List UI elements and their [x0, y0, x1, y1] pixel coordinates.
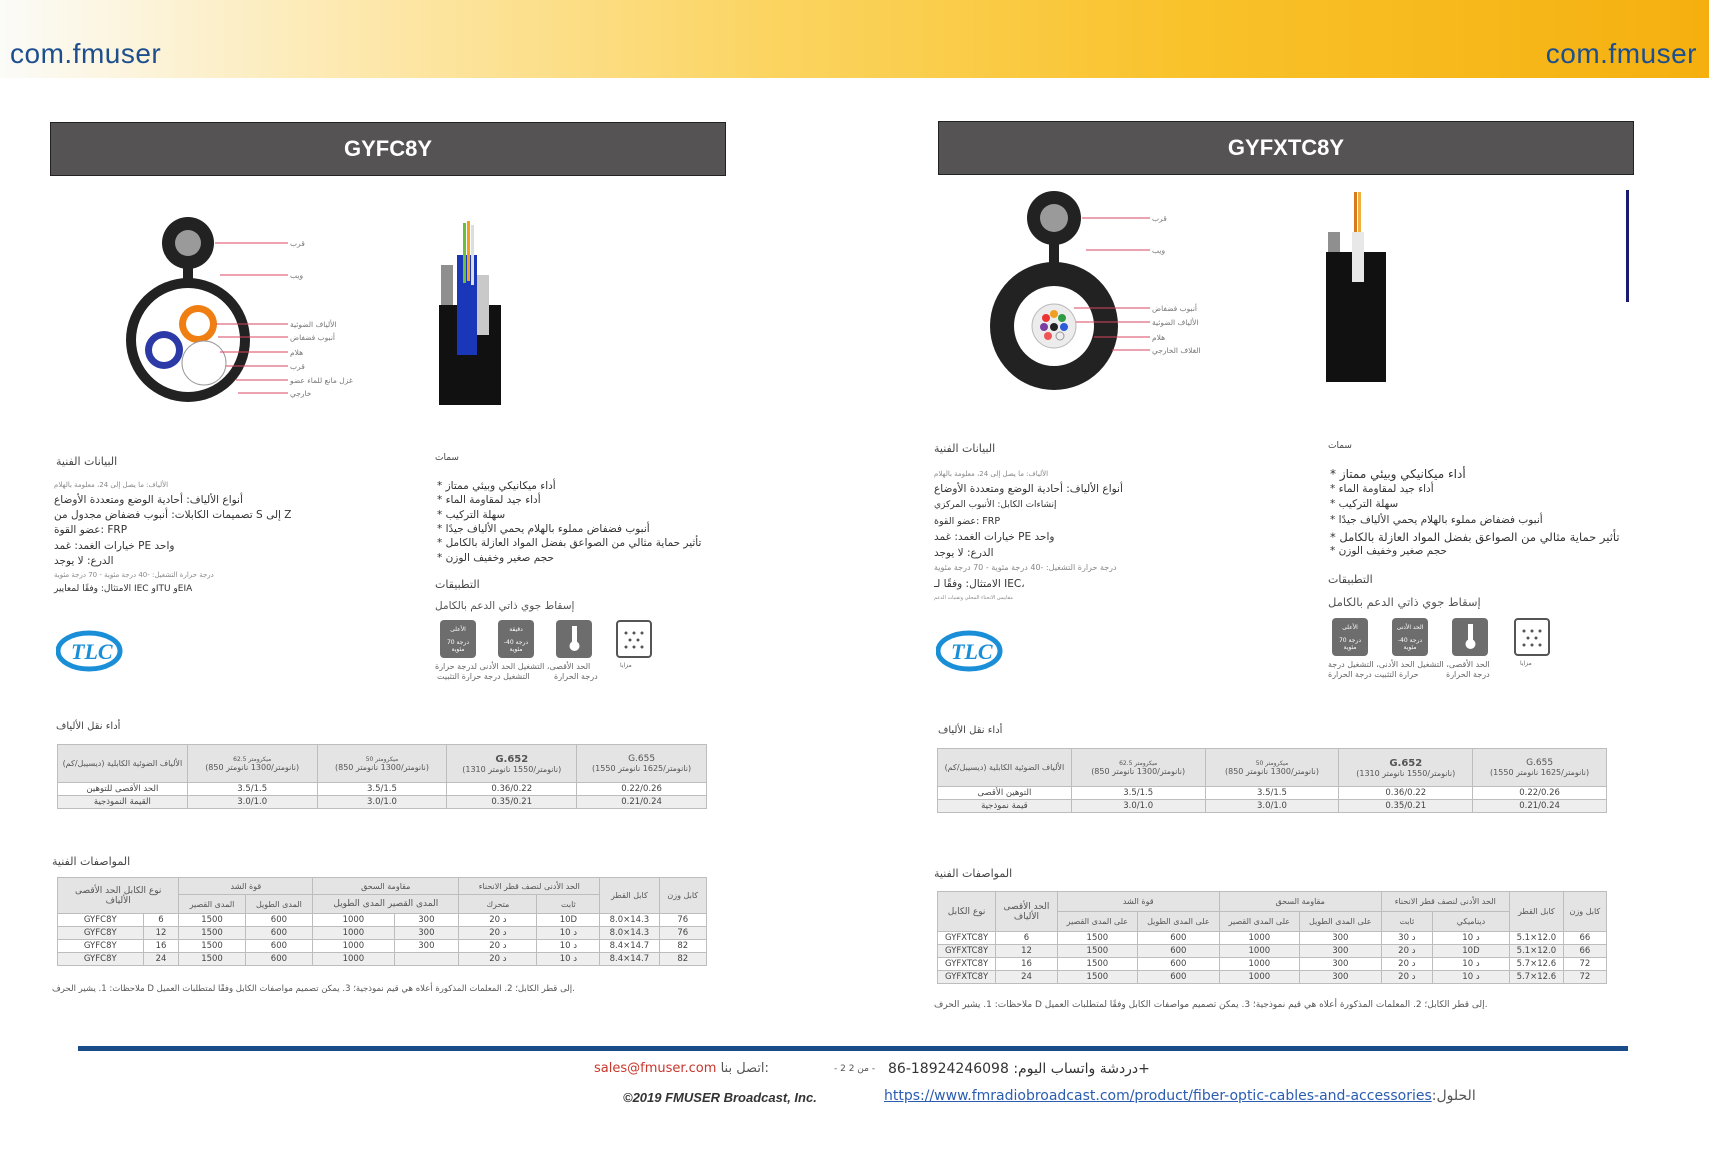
left-dots-icon — [616, 620, 652, 658]
right-callout-2: أنبوب فضفاض — [1152, 304, 1197, 313]
left-transmission-table: الألياف الضوئية الكابلية (ديسيبل/كم) 62.5 ميكرومتر (850 نانومتر/1300 نانومتر) 50 ميكرومتر (850 نانومتر/1300 نانومتر) G.652 (1310 نانومتر/1550 نانومتر) G.655 (1550 نانومتر/1625 نانومتر) الحد الأقصى للتوهين 3.5/1.5 3.5/1.5 0.36/0.22 0.22/0.26 القيمة النموذجية 3.0/1.0 3.0/1.0 0.35/0.21 0.21/0.24 — [57, 744, 707, 809]
left-app-icon-min-temp: دقيقة -40 درجة مئوية — [498, 620, 534, 658]
table-row: GYFXTC8Y 6 1500 600 1000 300 30 د 10 د 5.1×12.0 66 — [938, 932, 1607, 945]
left-feature-2: * سهلة التركيب — [437, 509, 506, 521]
left-tech-line-0: أنواع الألياف: أحادية الوضع ومتعددة الأوضاع — [54, 494, 243, 506]
svg-text:TLC: TLC — [951, 639, 993, 664]
right-tech-line-5: درجة حرارة التشغيل: -40 درجة مئوية - 70 درجة مئوية — [934, 563, 1117, 572]
right-dots-icon — [1514, 618, 1550, 656]
right-tech-line-7: مقاييس الانحناء المحلي وتقنيات الدعم — [934, 595, 1013, 601]
left-apps-sub: إسقاط جوي ذاتي الدعم بالكامل — [435, 600, 575, 612]
table-row: الحد الأقصى للتوهين 3.5/1.5 3.5/1.5 0.36/0.22 0.22/0.26 — [58, 783, 707, 796]
right-tech-line-2: عضو القوة: FRP — [934, 516, 1001, 527]
table-row: القيمة النموذجية 3.0/1.0 3.0/1.0 0.35/0.21 0.21/0.24 — [58, 796, 707, 809]
table-row: GYFXTC8Y 24 1500 600 1000 300 20 د 10 د 5.7×12.6 72 — [938, 971, 1607, 984]
left-app-label-3: مزايا — [620, 662, 632, 669]
left-cable-photo — [435, 215, 505, 410]
left-app-label-2: درجة الحرارة — [554, 672, 598, 681]
right-thermometer-icon — [1452, 618, 1488, 656]
right-feature-3: * أنبوب فضفاض مملوء بالهلام يحمي الألياف جيدًا — [1330, 514, 1543, 526]
right-transmission-title: أداء نقل الألياف — [938, 725, 1003, 736]
footer-whatsapp: دردشة واتساب اليوم: 18924246098-86+ — [888, 1061, 1150, 1077]
brand-right: com.fmuser — [1545, 38, 1697, 69]
right-feature-0: * أداء ميكانيكي وبيئي ممتاز — [1330, 467, 1466, 481]
left-tech-line-4: الدرع: لا يوجد — [54, 555, 114, 567]
left-features-title: سمات — [435, 453, 459, 463]
right-tlc-logo — [936, 628, 1006, 674]
right-app-label-2: درجة الحرارة — [1446, 670, 1490, 679]
right-title-bar: GYFXTC8Y — [938, 121, 1634, 175]
left-tlc-logo — [56, 628, 126, 674]
right-apps-sub: إسقاط جوي ذاتي الدعم بالكامل — [1328, 595, 1481, 609]
left-app-label-0: الحد الأقصى، التشغيل الحد الأدنى لدرجة حرارة — [435, 662, 591, 671]
left-callout-2: الألياف الضوئية — [290, 320, 337, 329]
brand-left: com.fmuser — [10, 38, 162, 69]
left-thermometer-icon — [556, 620, 592, 658]
right-feature-1: * أداء جيد لمقاومة الماء — [1330, 483, 1434, 495]
right-cross-section-diagram — [990, 190, 1220, 395]
left-callout-0: قرب — [290, 239, 305, 248]
right-cable-photo — [1324, 192, 1390, 392]
right-apps-title: التطبيقات — [1328, 573, 1373, 586]
right-tech-line-1: إنشاءات الكابل: الأنبوب المركزي — [934, 500, 1057, 510]
footer-copyright: ©2019 FMUSER Broadcast, Inc. — [623, 1090, 817, 1105]
right-tech-note: الألياف: ما يصل إلى 24، معلومة بالهلام — [934, 470, 1049, 478]
left-title-bar: GYFC8Y — [50, 122, 726, 176]
right-transmission-table: الألياف الضوئية الكابلية (ديسيبل/كم) 62.5 ميكرومتر (850 نانومتر/1300 نانومتر) 50 ميكرومتر (850 نانومتر/1300 نانومتر) G.652 (1310 نانومتر/1550 نانومتر) G.655 (1550 نانومتر/1625 نانومتر) التوهين الأقصى 3.5/1.5 3.5/1.5 0.36/0.22 0.22/0.26 قيمة نموذجية 3.0/1.0 3.0/1.0 0.35/0.21 0.21/0.24 — [937, 748, 1607, 813]
table-row: GYFXTC8Y 12 1500 600 1000 300 20 د 10D 5.1×12.0 66 — [938, 945, 1607, 958]
left-spec-title: المواصفات الفنية — [52, 855, 131, 868]
right-callout-4: هلام — [1152, 333, 1166, 342]
left-feature-4: * تأثير حماية مثالي من الصواعق بفضل المواد العازلة بالكامل — [437, 537, 702, 549]
left-spec-table: نوع الكابل الحد الأقصى الألياف قوة الشد مقاومة السحق الحد الأدنى لنصف قطر الانحناء كابل القطر كابل وزن المدى القصير المدى الطويل المدى القصير المدى الطويل متحرك ثابت GYFC8Y 6 1500 600 1000 300 20 د 10D 8.0×14.3 76 GYFC8Y 12 1500 600 1000 300 20 د 10 د 8.0×14.3 76 GYFC8Y 16 1500 600 1000 300 20 د 10 د 8.4×14.7 82 GYFC8Y 24 1500 600 1000 20 د 10 د 8.4×14.7 82 — [57, 877, 707, 966]
left-feature-3: * أنبوب فضفاض مملوء بالهلام يحمي الألياف جيدًا — [437, 523, 650, 535]
left-notes: ملاحظات: 1. يشير الحرف D إلى قطر الكابل؛ 2. المعلمات المذكورة أعلاه هي قيم نموذجية؛ 3. يمكن تصميم مواصفات الكابل وفقًا لمتطلبات العميل. — [52, 984, 575, 994]
left-callout-7: خارجي — [290, 389, 312, 398]
right-feature-4: * تأثير حماية مثالي من الصواعق بفضل المواد العازلة بالكامل — [1330, 530, 1620, 544]
right-tech-data-title: البيانات الفنية — [934, 442, 996, 455]
svg-text:TLC: TLC — [71, 639, 113, 664]
left-tech-line-2: عضو القوة: FRP — [54, 524, 128, 536]
right-tech-line-4: الدرع: لا يوجد — [934, 547, 994, 559]
footer-email[interactable]: sales@fmuser.com اتصل بنا: — [594, 1061, 769, 1076]
right-edge-marker — [1626, 190, 1629, 302]
footer-url-link[interactable]: https://www.fmradiobroadcast.com/product/fiber-optic-cables-and-accessories — [884, 1088, 1432, 1104]
left-tech-line-1: تصميمات الكابلات: أنبوب فضفاض مجدول من S إلى Z — [54, 509, 292, 521]
table-row: GYFC8Y 24 1500 600 1000 20 د 10 د 8.4×14.7 82 — [58, 953, 707, 966]
footer-rule — [78, 1046, 1628, 1051]
left-tech-line-3: خيارات الغمد: غمد PE واحد — [54, 540, 175, 552]
table-row: GYFC8Y 12 1500 600 1000 300 20 د 10 د 8.0×14.3 76 — [58, 927, 707, 940]
left-tech-data-title: البيانات الفنية — [56, 455, 118, 468]
right-feature-5: * حجم صغير وخفيف الوزن — [1330, 545, 1448, 557]
right-tech-line-6: الامتثال: وفقًا لـ IEC، — [934, 578, 1025, 590]
footer-page-number: - 2 من 2 - — [834, 1064, 876, 1074]
right-callout-5: الغلاف الخارجي — [1152, 346, 1201, 355]
left-cross-section-diagram — [120, 215, 360, 415]
left-feature-1: * أداء جيد لمقاومة الماء — [437, 494, 541, 506]
right-callout-0: قرب — [1152, 214, 1167, 223]
table-row: قيمة نموذجية 3.0/1.0 3.0/1.0 0.35/0.21 0.21/0.24 — [938, 800, 1607, 813]
footer-url[interactable]: https://www.fmradiobroadcast.com/product/fiber-optic-cables-and-accessories:الحلول — [884, 1088, 1476, 1104]
left-callout-6: غزل مانع للماء عضو — [290, 376, 353, 385]
left-apps-title: التطبيقات — [435, 578, 480, 591]
right-callout-1: ويب — [1152, 246, 1166, 255]
left-callout-5: قرب — [290, 362, 305, 371]
table-row: التوهين الأقصى 3.5/1.5 3.5/1.5 0.36/0.22 0.22/0.26 — [938, 787, 1607, 800]
right-app-label-0: الحد الأقصى، التشغيل الحد الأدنى، التشغيل درجة — [1328, 660, 1490, 669]
left-callout-1: ويب — [290, 271, 304, 280]
right-notes: ملاحظات: 1. يشير الحرف D إلى قطر الكابل؛ 2. المعلمات المذكورة أعلاه هي قيم نموذجية؛ 3. يمكن تصميم مواصفات الكابل وفقًا لمتطلبات العميل. — [934, 1000, 1488, 1010]
left-callout-4: هلام — [290, 348, 304, 357]
right-tech-line-0: أنواع الألياف: أحادية الوضع ومتعددة الأوضاع — [934, 483, 1123, 495]
right-callout-3: الألياف الضوئية — [1152, 318, 1199, 327]
left-tech-note: الألياف: ما يصل إلى 24، معلومة بالهلام — [54, 481, 169, 489]
table-row: GYFXTC8Y 16 1500 600 1000 300 20 د 10 د 5.7×12.6 72 — [938, 958, 1607, 971]
right-tech-line-3: خيارات الغمد: غمد PE واحد — [934, 531, 1055, 543]
left-feature-5: * حجم صغير وخفيف الوزن — [437, 552, 555, 564]
table-row: GYFC8Y 6 1500 600 1000 300 20 د 10D 8.0×14.3 76 — [58, 914, 707, 927]
right-app-icon-max-temp: الأعلى 70 درجة مئوية — [1332, 618, 1368, 656]
right-app-label-3: مزايا — [1520, 660, 1532, 667]
right-spec-table: نوع الكابل الحد الأقصى الألياف قوة الشد مقاومة السحق الحد الأدنى لنصف قطر الانحناء كابل القطر كابل وزن على المدى القصير على المدى الطويل على المدى القصير على المدى الطويل ثابت ديناميكي GYFXTC8Y 6 1500 600 1000 300 30 د 10 د 5.1×12.0 66 GYFXTC8Y 12 1500 600 1000 300 20 د 10D 5.1×12.0 66 GYFXTC8Y 16 1500 600 1000 300 20 د 10 د 5.7×12.6 72 GYFXTC8Y 24 1500 600 1000 300 20 د 10 د 5.7×12.6 72 — [937, 891, 1607, 984]
left-app-icon-max-temp: الأعلى 70 درجة مئوية — [440, 620, 476, 658]
right-features-title: سمات — [1328, 441, 1352, 451]
right-app-icon-min-temp: الحد الأدنى -40 درجة مئوية — [1392, 618, 1428, 656]
header-band — [0, 0, 1709, 78]
left-tech-line-6: الامتثال: وفقًا لمعايير IEC وITU وEIA — [54, 584, 193, 594]
table-row: GYFC8Y 16 1500 600 1000 300 20 د 10 د 8.4×14.7 82 — [58, 940, 707, 953]
left-transmission-title: أداء نقل الألياف — [56, 721, 121, 732]
left-feature-0: * أداء ميكانيكي وبيئي ممتاز — [437, 480, 556, 492]
right-app-label-1: حرارة التثبيت درجة الحرارة — [1328, 670, 1419, 679]
right-feature-2: * سهلة التركيب — [1330, 498, 1399, 510]
right-spec-title: المواصفات الفنية — [934, 867, 1013, 880]
left-app-label-1: التشغيل درجة حرارة التثبيت — [437, 672, 530, 681]
left-tech-line-5: درجة حرارة التشغيل: -40 درجة مئوية - 70 درجة مئوية — [54, 571, 214, 579]
left-callout-3: أنبوب فضفاض — [290, 333, 335, 342]
